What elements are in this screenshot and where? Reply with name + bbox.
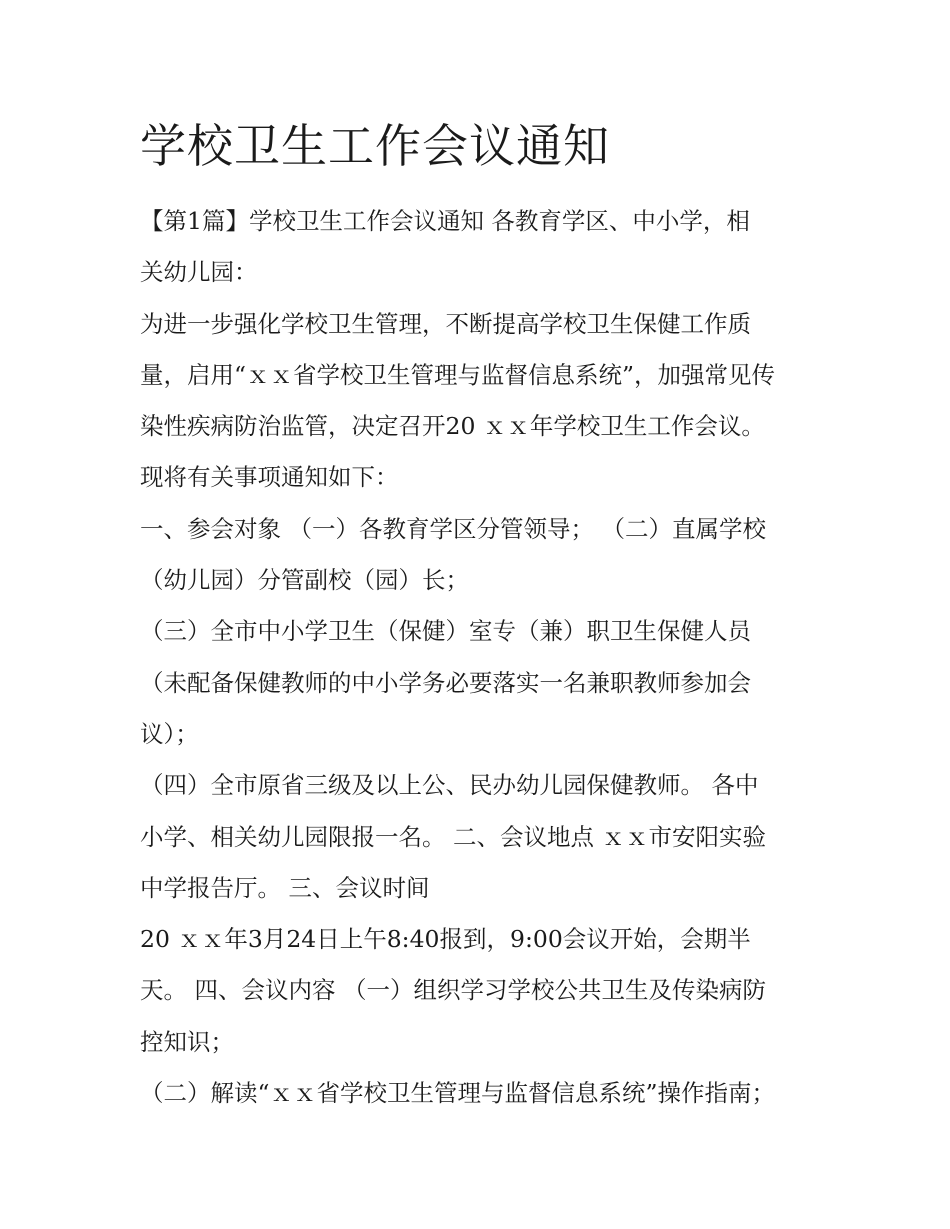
body-line: 天。 四、会议内容 （一）组织学习学校公共卫生及传染病防	[140, 976, 766, 1005]
body-line: 中学报告厅。 三、会议时间	[140, 873, 430, 902]
body-line: 为进一步强化学校卫生管理，不断提高学校卫生保健工作质	[140, 309, 751, 338]
body-line: 控知识；	[140, 1027, 234, 1056]
body-line: 议）；	[140, 719, 199, 748]
body-line: 量，启用“ｘｘ省学校卫生管理与监督信息系统”，加强常见传	[140, 360, 776, 389]
body-line: 关幼儿园：	[140, 258, 258, 287]
body-line: 现将有关事项通知如下：	[140, 463, 399, 492]
body-line: 20 ｘｘ年3月24日上午8:40报到，9:00会议开始，会期半	[140, 925, 751, 954]
body-line: （四）全市原省三级及以上公、民办幼儿园保健教师。 各中	[140, 771, 759, 800]
body-line: 染性疾病防治监管，决定召开20 ｘｘ年学校卫生工作会议。	[140, 412, 765, 441]
body-line: （幼儿园）分管副校（园）长；	[140, 566, 469, 595]
body-line: （三）全市中小学卫生（保健）室专（兼）职卫生保健人员	[140, 617, 751, 646]
body-line: 小学、相关幼儿园限报一名。 二、会议地点 ｘｘ市安阳实验	[140, 822, 766, 851]
document-title: 学校卫生工作会议通知	[140, 119, 610, 173]
body-line: （未配备保健教师的中小学务必要落实一名兼职教师参加会	[140, 668, 751, 697]
document-body	[140, 196, 810, 1119]
body-line: 【第1篇】学校卫生工作会议通知 各教育学区、中小学，相	[140, 207, 750, 235]
body-line: （二）解读“ｘｘ省学校卫生管理与监督信息系统”操作指南；	[140, 1079, 776, 1108]
body-line: 一、参会对象 （一）各教育学区分管领导； （二）直属学校	[140, 514, 766, 543]
